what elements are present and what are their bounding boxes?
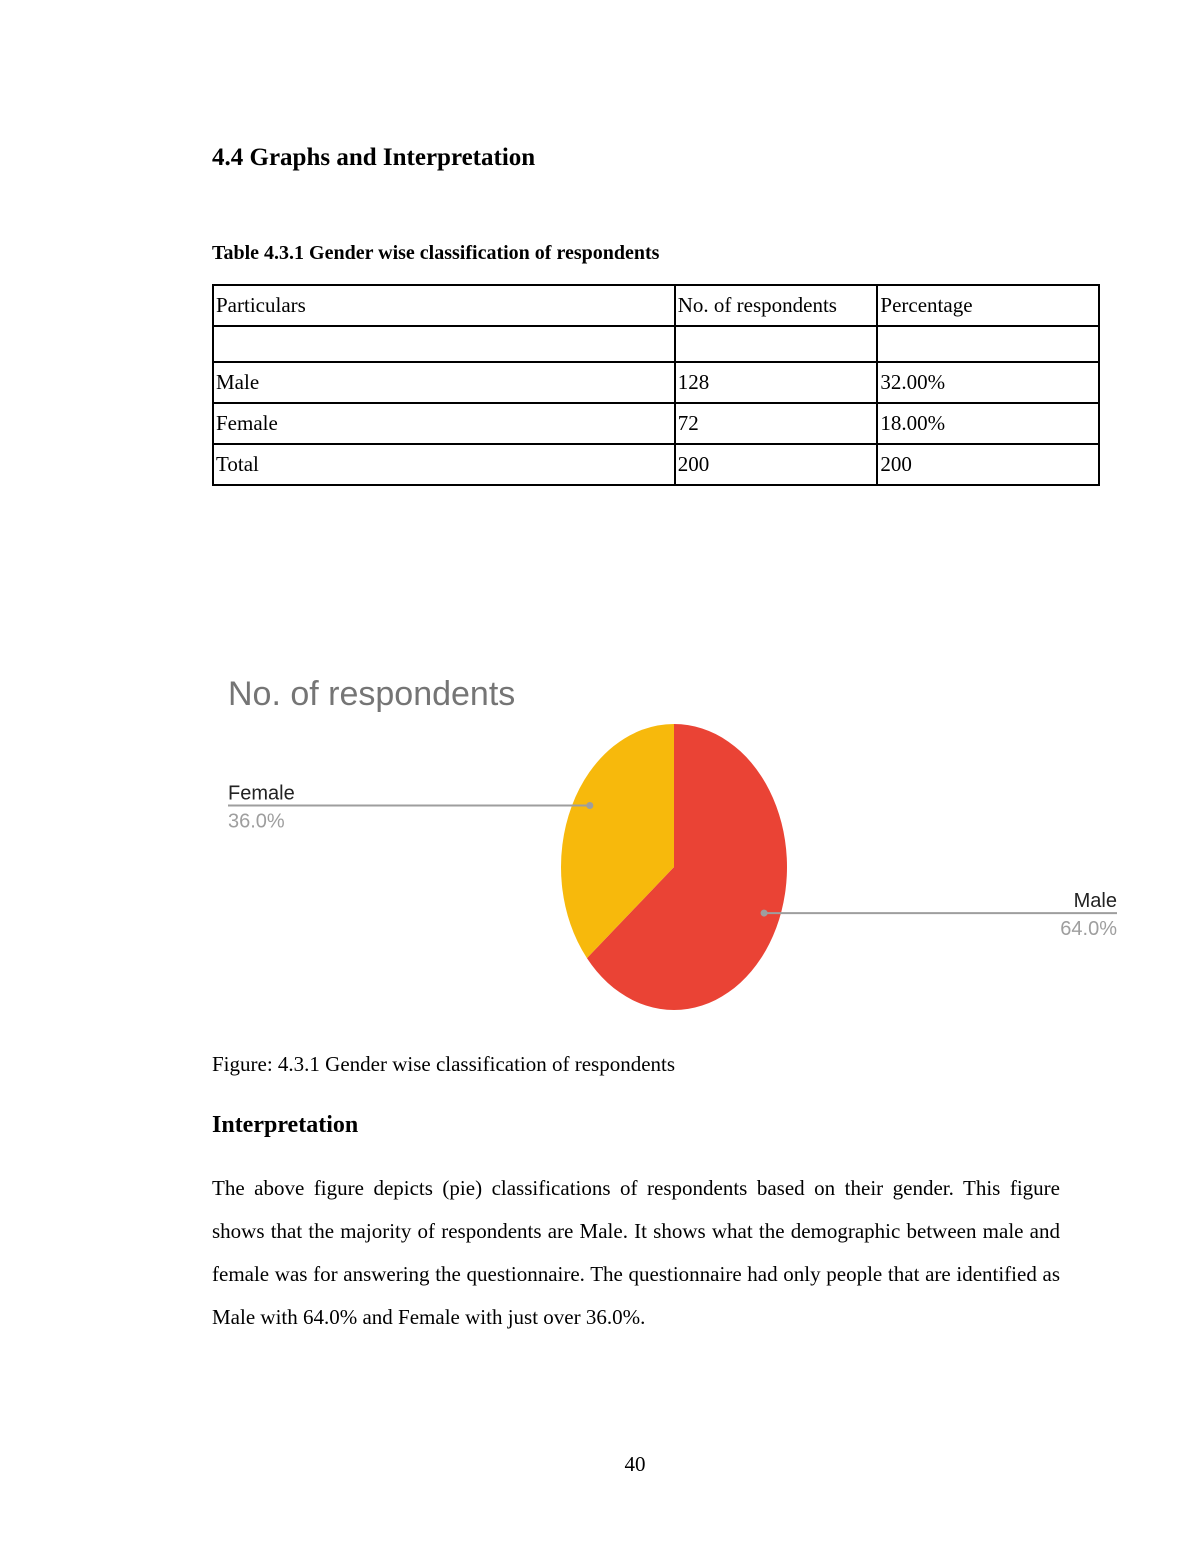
respondents-table [212,284,1100,486]
table-cell [675,326,878,362]
table-header-cell: No. of respondents [675,285,878,326]
section-heading: 4.4 Graphs and Interpretation [212,144,536,171]
figure-caption: Figure: 4.3.1 Gender wise classification of respondents [212,1052,676,1076]
slice-label-female: Female [228,782,295,805]
page-number: 40 [624,1452,646,1476]
table-cell: 200 [675,444,878,485]
table-cell: Female [213,403,675,444]
table-cell: Male [213,362,675,403]
table-row [213,403,1099,444]
table-cell: 128 [675,362,878,403]
table-cell: 18.00% [877,403,1099,444]
table-caption: Table 4.3.1 Gender wise classification of respondents [212,242,660,264]
leader-dot-male [761,910,768,917]
table-cell: Total [213,444,675,485]
table-header-cell: Particulars [213,285,675,326]
pie-chart [212,660,1132,1040]
pie-chart-svg [212,660,1132,1040]
table-cell: 200 [877,444,1099,485]
slice-percent-male: 64.0% [1060,918,1117,941]
interpretation-body: The above figure depicts (pie) classifications of respondents based on their gender. This figure shows that the majority of respondents are Male. It shows what the demographic between male and female was for answering the questionnaire. The questionnaire had only people that are identified as Male with 64.0% and Female with just over 36.0%. [212,1176,1060,1329]
leader-dot-female [586,802,593,809]
table-header-cell: Percentage [877,285,1099,326]
slice-label-male: Male [1073,890,1117,913]
table-row [213,326,1099,362]
table-row [213,444,1099,485]
chart-title: No. of respondents [228,675,516,713]
table-cell [213,326,675,362]
table-cell: 32.00% [877,362,1099,403]
table-header-row [213,285,1099,326]
table-cell [877,326,1099,362]
interpretation-heading: Interpretation [212,1112,359,1138]
table-cell: 72 [675,403,878,444]
table-row [213,362,1099,403]
slice-percent-female: 36.0% [228,810,285,833]
